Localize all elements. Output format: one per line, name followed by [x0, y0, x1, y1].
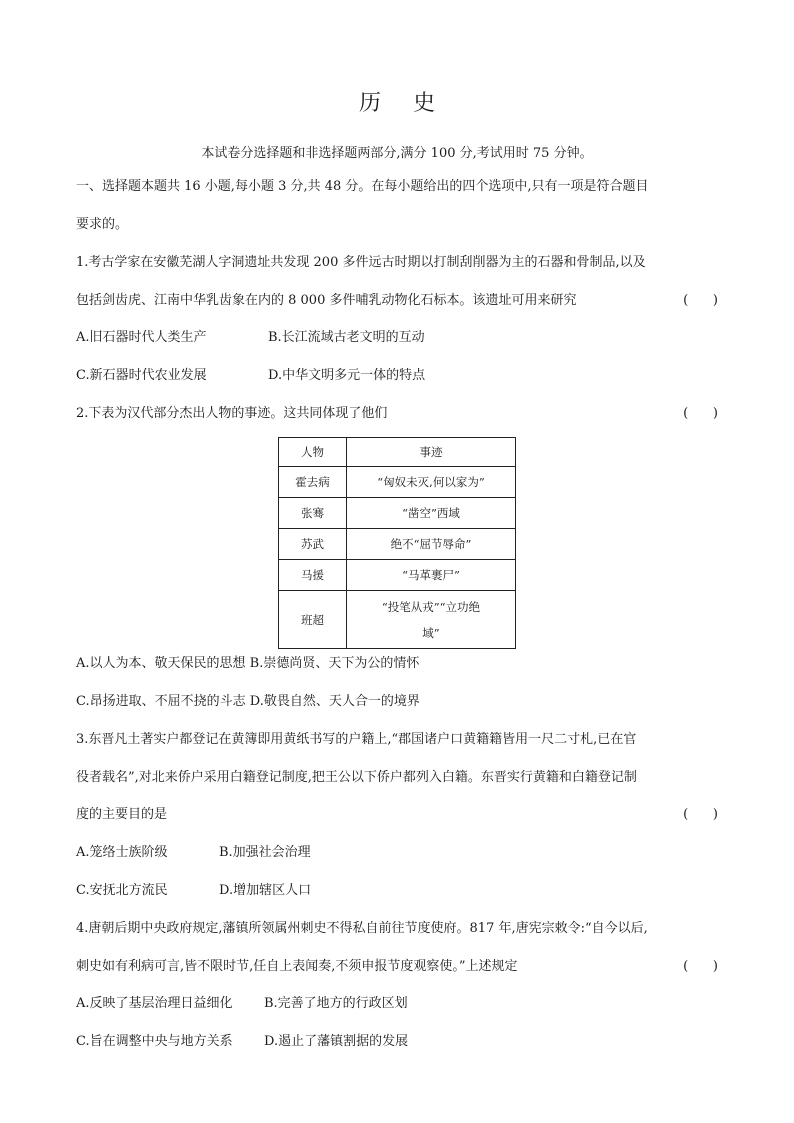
q3-option-a: A.笼络士族阶级 [76, 845, 168, 860]
exam-intro: 本试卷分选择题和非选择题两部分,满分 100 分,考试用时 75 分钟。 [201, 146, 593, 161]
page-title [0, 86, 794, 117]
table-cell-deed: 绝不“屈节辱命” [347, 529, 516, 560]
table-cell-person: 张骞 [279, 498, 347, 529]
q1-option-d: D.中华文明多元一体的特点 [268, 368, 426, 383]
table-row [279, 591, 516, 649]
q2-stem: 2.下表为汉代部分杰出人物的事迹。这共同体现了他们 [76, 406, 388, 421]
q1-stem-line-2: 包括剑齿虎、江南中华乳齿象在内的 8 000 多件哺乳动物化石标本。该遗址可用来研究 [76, 293, 577, 308]
table-header-deed: 事迹 [347, 438, 516, 467]
q4-answer-bracket: ( ) [683, 959, 718, 974]
q3-option-c: C.安抚北方流民 [76, 883, 168, 898]
q3-option-d: D.增加辖区人口 [219, 883, 312, 898]
q1-option-c: C.新石器时代农业发展 [76, 368, 207, 383]
q3-stem-line-1: 3.东晋凡土著实户都登记在黄簿即用黄纸书写的户籍上,“郡国诸户口黄籍籍皆用一尺二寸札,已在官 [76, 732, 637, 747]
table-cell-deed-line-1: “投笔从戎”“立功绝 [381, 599, 481, 614]
q3-option-b: B.加强社会治理 [219, 845, 311, 860]
table-cell-person: 霍去病 [279, 467, 347, 498]
table-header-row [279, 438, 516, 467]
q1-option-a: A.旧石器时代人类生产 [76, 330, 207, 345]
q4-option-c: C.旨在调整中央与地方关系 [76, 1034, 233, 1049]
section-heading-line-2: 要求的。 [76, 217, 129, 232]
q4-option-b: B.完善了地方的行政区划 [264, 996, 408, 1011]
table-cell-deed: “凿空”西域 [347, 498, 516, 529]
title-char-1: 历 [358, 91, 381, 116]
table-row [279, 498, 516, 529]
q4-option-d: D.遏止了藩镇割据的发展 [264, 1034, 409, 1049]
q2-answer-bracket: ( ) [683, 406, 718, 421]
section-heading-line-1: 一、选择题本题共 16 小题,每小题 3 分,共 48 分。在每小题给出的四个选项中,只有一项是符合题目 [76, 179, 649, 194]
table-cell-person: 马援 [279, 560, 347, 591]
table-row [279, 467, 516, 498]
q1-option-b: B.长江流域古老文明的互动 [268, 330, 425, 345]
q2-options-ab: A.以人为本、敬天保民的思想 B.崇德尚贤、天下为公的情怀 [76, 656, 420, 671]
table-row [279, 560, 516, 591]
q2-figure-table [278, 437, 516, 649]
q4-option-a: A.反映了基层治理日益细化 [76, 996, 233, 1011]
title-char-2: 史 [413, 91, 436, 116]
q3-stem-line-3: 度的主要目的是 [76, 807, 168, 822]
table-cell-deed: “匈奴未灭,何以家为” [347, 467, 516, 498]
table-cell-deed-line-2: 域” [422, 625, 440, 640]
q3-answer-bracket: ( ) [683, 807, 718, 822]
table-header-person: 人物 [279, 438, 347, 467]
q1-stem-line-1: 1.考古学家在安徽芜湖人字洞遗址共发现 200 多件远古时期以打制刮削器为主的石器和骨制品,以及 [76, 255, 646, 270]
table-cell-deed: “马革裹尸” [347, 560, 516, 591]
q3-stem-line-2: 役者载名”,对北来侨户采用白籍登记制度,把王公以下侨户都列入白籍。东晋实行黄籍和白籍登记制 [76, 770, 637, 785]
table-cell-person: 班超 [279, 591, 347, 649]
q4-stem-line-2: 刺史如有利病可言,皆不限时节,任自上表闻奏,不须申报节度观察使。”上述规定 [76, 959, 518, 974]
table-cell-deed [347, 591, 516, 649]
table-row [279, 529, 516, 560]
table-cell-person: 苏武 [279, 529, 347, 560]
q2-options-cd: C.昂扬进取、不屈不挠的斗志 D.敬畏自然、天人合一的境界 [76, 694, 420, 709]
q1-answer-bracket: ( ) [683, 293, 718, 308]
q4-stem-line-1: 4.唐朝后期中央政府规定,藩镇所领属州刺史不得私自前往节度使府。817 年,唐宪宗敕令:“自今以后, [76, 921, 648, 936]
